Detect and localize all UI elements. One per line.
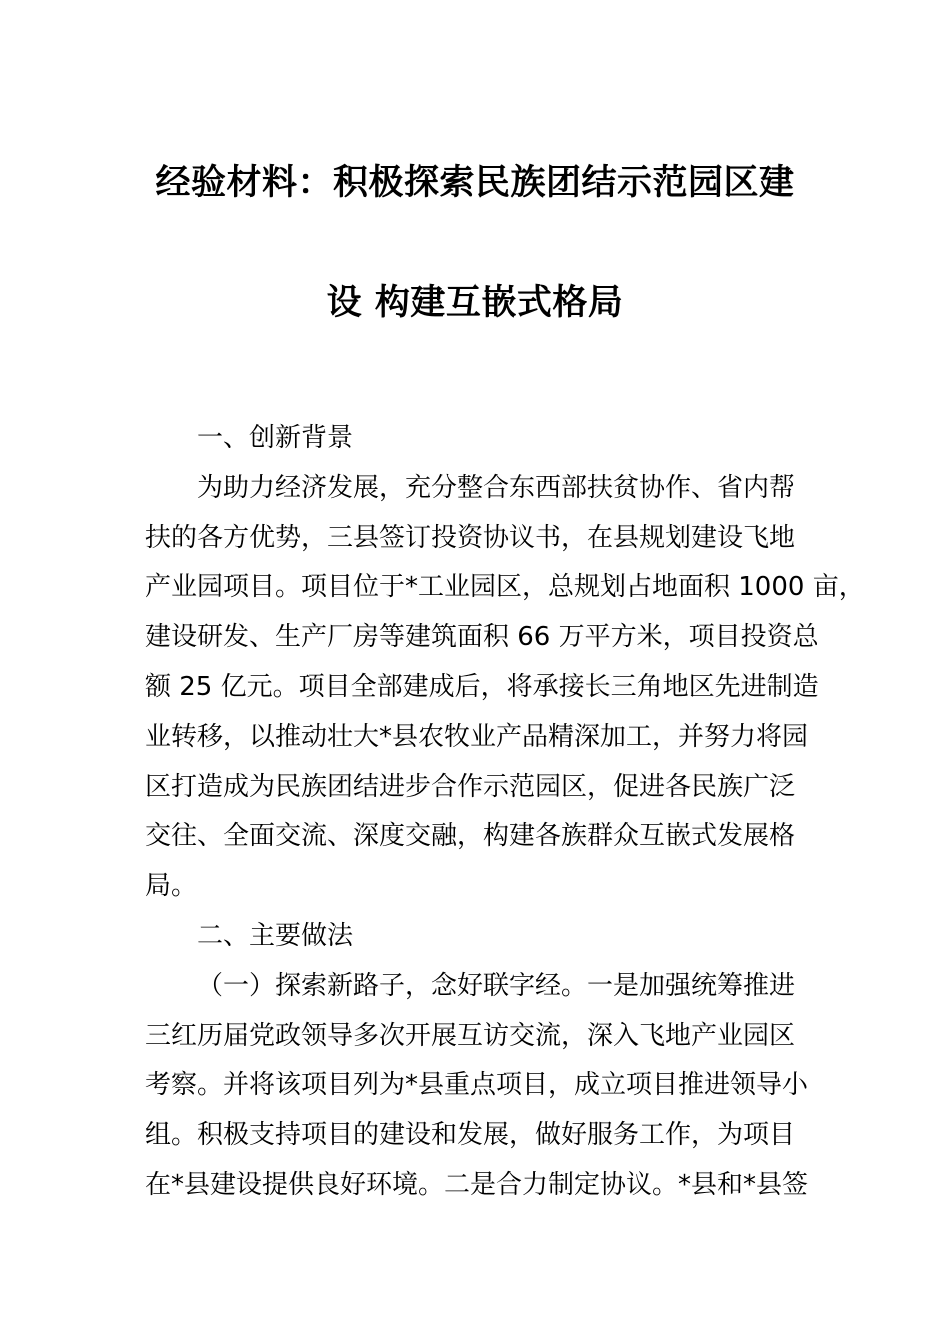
paragraph-line: 局。 [145,871,198,902]
section-heading-background: 一、创新背景 [197,423,354,453]
section-heading-methods: 二、主要做法 [197,920,354,951]
paragraph-line: 交往、全面交流、深度交融，构建各族群众互嵌式发展格 [145,821,796,852]
paragraph-line: 建设研发、生产厂房等建筑面积 66 万平方米，项目投资总 [145,622,819,653]
paragraph-line: 组。积极支持项目的建设和发展，做好服务工作，为项目 [145,1120,796,1151]
paragraph-line: 在*县建设提供良好环境。二是合力制定协议。*县和*县签 [145,1169,809,1200]
document-title-line-1: 经验材料：积极探索民族团结示范园区建 [155,163,795,203]
paragraph-line: 三红历届党政领导多次开展互访交流，深入飞地产业园区 [145,1020,796,1051]
paragraph-line: 扶的各方优势，三县签订投资协议书，在县规划建设飞地 [145,522,796,553]
paragraph-line: 额 25 亿元。项目全部建成后，将承接长三角地区先进制造 [145,671,819,702]
paragraph-line: （一）探索新路子，念好联字经。一是加强统筹推进 [197,970,796,1001]
paragraph-line: 产业园项目。项目位于*工业园区，总规划占地面积 1000 亩， [145,572,865,603]
document-title-line-2: 设 构建互嵌式格局 [326,283,624,323]
paragraph-line: 为助力经济发展，充分整合东西部扶贫协作、省内帮 [197,472,796,503]
paragraph-line: 区打造成为民族团结进步合作示范园区，促进各民族广泛 [145,771,796,802]
paragraph-line: 考察。并将该项目列为*县重点项目，成立项目推进领导小 [145,1070,809,1101]
document-body [145,414,865,1211]
paragraph-line: 业转移，以推动壮大*县农牧业产品精深加工，并努力将园 [145,721,809,752]
